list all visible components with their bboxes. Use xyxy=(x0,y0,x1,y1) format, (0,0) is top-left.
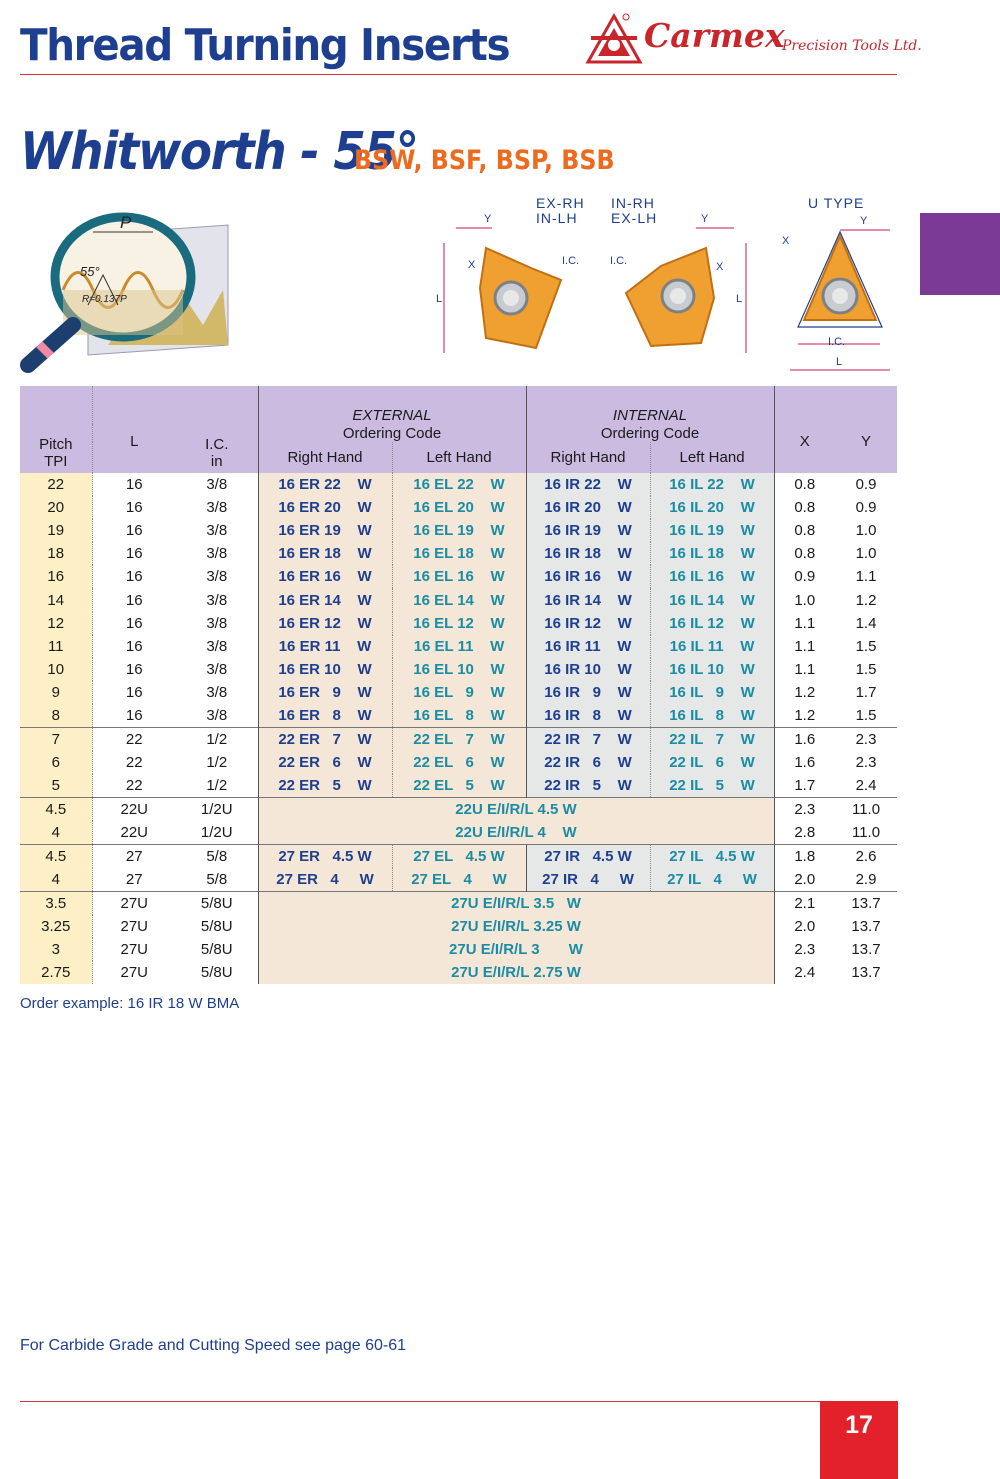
table-row xyxy=(20,588,897,611)
cell-x: 2.0 xyxy=(774,868,835,892)
cell-ext-right-hand: 16 ER 18 W xyxy=(258,542,392,565)
cell-x: 1.1 xyxy=(774,658,835,681)
cell-x: 0.8 xyxy=(774,519,835,542)
ext-dim-ic: I.C. xyxy=(562,255,580,267)
header-rule xyxy=(20,74,897,75)
cell-ext-right-hand: 16 ER 20 W xyxy=(258,496,392,519)
cell-x: 1.7 xyxy=(774,774,835,798)
cell-ic: 1/2 xyxy=(206,753,228,771)
angle-label: 55° xyxy=(80,264,100,279)
table-row xyxy=(20,821,897,845)
cell-int-left-hand: 16 IL 18 W xyxy=(650,542,774,565)
section-tab xyxy=(920,213,1000,295)
cell-y: 13.7 xyxy=(835,892,897,916)
cell-pitch: 18 xyxy=(20,542,92,565)
cell-ic: 3/8 xyxy=(206,614,228,632)
ext-dim-l: L xyxy=(436,293,443,305)
cell-ext-left-hand: 16 EL 14 W xyxy=(392,588,526,611)
cell-int-right-hand: 16 IR 14 W xyxy=(526,588,650,611)
cell-l: 27U xyxy=(92,961,176,984)
cell-int-left-hand: 16 IL 8 W xyxy=(650,704,774,728)
hdr-external: EXTERNAL xyxy=(258,386,526,424)
cell-ext-left-hand: 16 EL 12 W xyxy=(392,612,526,635)
cell-ic: 3/8 xyxy=(206,568,228,586)
cell-y: 13.7 xyxy=(851,941,881,959)
cell-int-right-hand: 16 IR 20 W xyxy=(526,496,650,519)
cell-ic: 5/8 xyxy=(176,845,258,869)
cell-ext-left-hand: 16 EL 9 W xyxy=(392,681,526,704)
cell-int-right-hand: 16 IR 10 W xyxy=(526,658,650,681)
table-row xyxy=(20,798,897,822)
cell-l: 22U xyxy=(92,821,176,845)
cell-pitch: 4.5 xyxy=(20,845,92,869)
cell-int-left-hand: 16 IL 19 W xyxy=(650,519,774,542)
cell-y: 2.3 xyxy=(835,727,897,751)
table-body xyxy=(20,473,897,984)
cell-y: 1.0 xyxy=(855,545,877,563)
internal-insert-drawing xyxy=(606,213,756,358)
cell-x: 1.6 xyxy=(774,751,835,774)
hdr-ext-right-hand: Right Hand xyxy=(258,442,392,473)
cell-ext-left-hand: 16 EL 22 W xyxy=(392,473,526,496)
cell-int-left-hand: 16 IL 9 W xyxy=(650,681,774,704)
ext-insert-title-2: IN-LH xyxy=(536,210,578,226)
table-header xyxy=(20,386,897,473)
cell-ic: 3/8 xyxy=(206,637,228,655)
cell-pitch: 10 xyxy=(20,658,92,681)
cell-l: 16 xyxy=(92,519,176,542)
cell-l: 16 xyxy=(92,565,176,588)
cell-int-left-hand: 16 IL 10 W xyxy=(650,658,774,681)
cell-int-right-hand: 22 IR 6 W xyxy=(526,751,650,774)
table-row xyxy=(20,915,897,938)
page-title: Thread Turning Inserts xyxy=(20,20,510,71)
cell-pitch: 19 xyxy=(20,519,92,542)
cell-l: 22U xyxy=(92,798,176,822)
cell-l: 22 xyxy=(92,727,176,751)
cell-l: 16 xyxy=(92,542,176,565)
hdr-ext-ordering-code: Ordering Code xyxy=(258,424,526,442)
cell-ic: 5/8U xyxy=(200,918,233,936)
hdr-l: L xyxy=(92,386,176,473)
table-row xyxy=(20,635,897,658)
cell-int-right-hand: 16 IR 9 W xyxy=(526,681,650,704)
section-title: Whitworth - 55° xyxy=(20,122,418,182)
cell-l: 22 xyxy=(92,774,176,798)
cell-u-ordering-code: 27U E/I/R/L 3.25 W xyxy=(258,915,774,938)
cell-int-right-hand: 27 IR 4 W xyxy=(526,868,650,892)
cell-int-right-hand: 16 IR 19 W xyxy=(526,519,650,542)
table-row xyxy=(20,565,897,588)
footer-rule xyxy=(20,1401,820,1402)
cell-l: 16 xyxy=(92,704,176,728)
cell-ic: 5/8U xyxy=(200,964,233,982)
cell-x: 0.9 xyxy=(774,565,835,588)
cell-pitch: 4 xyxy=(20,868,92,892)
cell-l: 16 xyxy=(92,496,176,519)
table-row xyxy=(20,681,897,704)
cell-l: 22 xyxy=(92,751,176,774)
cell-u-ordering-code: 27U E/I/R/L 2.75 W xyxy=(258,961,774,984)
cell-int-left-hand: 22 IL 7 W xyxy=(650,727,774,751)
ext-insert-title-1: EX-RH xyxy=(536,195,585,211)
cell-x: 0.8 xyxy=(774,496,835,519)
cell-x: 2.8 xyxy=(774,821,835,845)
hdr-y: Y xyxy=(835,386,897,473)
cell-ic: 5/8U xyxy=(200,941,233,959)
hdr-internal: INTERNAL xyxy=(526,386,774,424)
table-row xyxy=(20,938,897,961)
cell-u-ordering-code: 22U E/I/R/L 4 W xyxy=(258,821,774,845)
cell-l: 27U xyxy=(92,892,176,916)
table-row xyxy=(20,727,897,751)
cell-ext-left-hand: 16 EL 16 W xyxy=(392,565,526,588)
cell-y: 2.6 xyxy=(835,845,897,869)
u-dim-ic: I.C. xyxy=(828,336,846,348)
cell-pitch: 8 xyxy=(20,704,92,728)
cell-x: 1.0 xyxy=(774,588,835,611)
footer-note: For Carbide Grade and Cutting Speed see page 60-61 xyxy=(20,1337,407,1354)
cell-pitch: 6 xyxy=(20,751,92,774)
cell-int-right-hand: 16 IR 16 W xyxy=(526,565,650,588)
cell-int-left-hand: 27 IL 4 W xyxy=(650,868,774,892)
table-row xyxy=(20,612,897,635)
cell-int-left-hand: 16 IL 22 W xyxy=(650,473,774,496)
cell-pitch: 3.5 xyxy=(20,892,92,916)
cell-x: 2.0 xyxy=(774,915,835,938)
hdr-int-ordering-code: Ordering Code xyxy=(526,424,774,442)
cell-l: 27U xyxy=(92,915,176,938)
hdr-x: X xyxy=(774,386,835,473)
cell-x: 2.3 xyxy=(774,798,835,822)
table-row xyxy=(20,542,897,565)
ext-dim-x: X xyxy=(468,259,476,271)
cell-ext-left-hand: 16 EL 10 W xyxy=(392,658,526,681)
hdr-ext-left-hand: Left Hand xyxy=(392,442,526,473)
cell-ext-left-hand: 16 EL 18 W xyxy=(392,542,526,565)
hdr-tpi: TPI xyxy=(44,453,68,470)
cell-x: 1.2 xyxy=(774,681,835,704)
carmex-emblem-icon xyxy=(586,12,642,68)
cell-pitch: 16 xyxy=(20,565,92,588)
cell-x: 1.8 xyxy=(774,845,835,869)
cell-ext-left-hand: 22 EL 6 W xyxy=(392,751,526,774)
cell-x: 1.2 xyxy=(774,704,835,728)
cell-int-left-hand: 16 IL 20 W xyxy=(650,496,774,519)
table-row xyxy=(20,473,897,496)
cell-y: 1.5 xyxy=(855,660,877,678)
cell-ext-left-hand: 22 EL 7 W xyxy=(392,727,526,751)
cell-y: 1.0 xyxy=(855,522,877,540)
u-type-title: U TYPE xyxy=(808,195,865,211)
cell-l: 16 xyxy=(92,612,176,635)
order-example: Order example: 16 IR 18 W BMA xyxy=(20,995,240,1012)
cell-pitch: 5 xyxy=(20,774,92,798)
cell-int-right-hand: 16 IR 22 W xyxy=(526,473,650,496)
cell-ext-left-hand: 27 EL 4.5 W xyxy=(392,845,526,869)
cell-ext-right-hand: 27 ER 4 W xyxy=(258,868,392,892)
table-row xyxy=(20,751,897,774)
cell-pitch: 9 xyxy=(20,681,92,704)
cell-ext-left-hand: 16 EL 20 W xyxy=(392,496,526,519)
cell-ext-right-hand: 16 ER 22 W xyxy=(258,473,392,496)
cell-int-right-hand: 22 IR 7 W xyxy=(526,727,650,751)
table-row xyxy=(20,704,897,728)
cell-x: 0.8 xyxy=(774,542,835,565)
u-type-insert-drawing xyxy=(780,212,900,372)
cell-int-right-hand: 16 IR 12 W xyxy=(526,612,650,635)
hdr-int-right-hand: Right Hand xyxy=(526,442,650,473)
cell-ext-left-hand: 16 EL 19 W xyxy=(392,519,526,542)
cell-ext-right-hand: 16 ER 9 W xyxy=(258,681,392,704)
cell-l: 16 xyxy=(92,658,176,681)
carmex-logo xyxy=(582,10,922,70)
cell-ic: 3/8 xyxy=(206,499,228,517)
cell-l: 27 xyxy=(92,845,176,869)
cell-ic: 3/8 xyxy=(206,545,228,563)
hdr-int-left-hand: Left Hand xyxy=(650,442,774,473)
cell-ext-right-hand: 22 ER 5 W xyxy=(258,774,392,798)
cell-int-right-hand: 27 IR 4.5 W xyxy=(526,845,650,869)
cell-y: 1.2 xyxy=(855,591,877,609)
cell-y: 11.0 xyxy=(851,824,881,842)
u-dim-x: X xyxy=(782,235,790,247)
hdr-in: in xyxy=(210,453,223,470)
cell-pitch: 20 xyxy=(20,496,92,519)
cell-int-left-hand: 27 IL 4.5 W xyxy=(650,845,774,869)
cell-ext-left-hand: 16 EL 11 W xyxy=(392,635,526,658)
cell-pitch: 12 xyxy=(20,612,92,635)
hdr-pitch: Pitch xyxy=(39,436,73,453)
cell-int-right-hand: 22 IR 5 W xyxy=(526,774,650,798)
hdr-ic: I.C. xyxy=(205,436,229,453)
cell-ext-right-hand: 16 ER 10 W xyxy=(258,658,392,681)
int-insert-title-1: IN-RH xyxy=(611,195,655,211)
logo-name: Carmex xyxy=(644,16,785,55)
cell-ic: 3/8 xyxy=(206,476,228,494)
u-dim-l: L xyxy=(836,356,843,368)
pitch-label: P xyxy=(120,213,132,232)
cell-ic: 1/2 xyxy=(206,777,228,795)
cell-ext-left-hand: 27 EL 4 W xyxy=(392,868,526,892)
cell-ext-right-hand: 27 ER 4.5 W xyxy=(258,845,392,869)
int-dim-l: L xyxy=(736,293,743,305)
cell-y: 0.9 xyxy=(855,476,877,494)
cell-ic: 3/8 xyxy=(206,706,228,724)
cell-int-right-hand: 16 IR 8 W xyxy=(526,704,650,728)
cell-u-ordering-code: 22U E/I/R/L 4.5 W xyxy=(258,798,774,822)
cell-ext-right-hand: 16 ER 11 W xyxy=(258,635,392,658)
cell-ic: 3/8 xyxy=(206,522,228,540)
cell-u-ordering-code: 27U E/I/R/L 3 W xyxy=(258,938,774,961)
radius-label: R=0.137P xyxy=(82,294,127,305)
cell-ext-left-hand: 16 EL 8 W xyxy=(392,704,526,728)
int-insert-title-2: EX-LH xyxy=(611,210,658,226)
cell-ic: 3/8 xyxy=(206,683,228,701)
table-row xyxy=(20,658,897,681)
cell-int-left-hand: 16 IL 11 W xyxy=(650,635,774,658)
cell-x: 2.4 xyxy=(774,961,835,984)
cell-pitch: 2.75 xyxy=(20,961,92,984)
insert-spec-table xyxy=(20,386,897,984)
cell-y: 1.7 xyxy=(855,683,877,701)
logo-subtitle: Precision Tools Ltd. xyxy=(782,38,922,54)
cell-pitch: 3 xyxy=(20,938,92,961)
cell-ext-right-hand: 16 ER 19 W xyxy=(258,519,392,542)
ext-dim-y: Y xyxy=(484,213,492,225)
cell-y: 1.5 xyxy=(855,706,877,724)
cell-int-right-hand: 16 IR 11 W xyxy=(526,635,650,658)
cell-ic: 3/8 xyxy=(206,660,228,678)
cell-ext-right-hand: 22 ER 6 W xyxy=(258,751,392,774)
cell-x: 1.1 xyxy=(774,635,835,658)
cell-y: 1.1 xyxy=(855,568,877,586)
cell-l: 16 xyxy=(92,681,176,704)
table-row xyxy=(20,868,897,892)
cell-ic: 1/2 xyxy=(176,727,258,751)
cell-ext-right-hand: 16 ER 14 W xyxy=(258,588,392,611)
cell-l: 16 xyxy=(92,588,176,611)
cell-pitch: 3.25 xyxy=(20,915,92,938)
cell-int-left-hand: 16 IL 12 W xyxy=(650,612,774,635)
table-row xyxy=(20,496,897,519)
cell-ic: 5/8 xyxy=(206,871,228,889)
cell-y: 0.9 xyxy=(855,499,877,517)
cell-pitch: 4.5 xyxy=(20,798,92,822)
cell-pitch: 7 xyxy=(20,727,92,751)
cell-x: 1.6 xyxy=(774,727,835,751)
cell-y: 13.7 xyxy=(851,964,881,982)
table-row xyxy=(20,774,897,798)
cell-int-left-hand: 22 IL 6 W xyxy=(650,751,774,774)
cell-x: 1.1 xyxy=(774,612,835,635)
cell-pitch: 22 xyxy=(20,473,92,496)
thread-profile-illustration xyxy=(18,195,238,370)
int-dim-ic: I.C. xyxy=(610,255,628,267)
page-number: 17 xyxy=(820,1401,898,1479)
cell-pitch: 14 xyxy=(20,588,92,611)
u-dim-y: Y xyxy=(860,215,868,227)
cell-pitch: 4 xyxy=(20,821,92,845)
cell-y: 1.5 xyxy=(855,637,877,655)
int-dim-x: X xyxy=(716,261,724,273)
cell-int-left-hand: 16 IL 16 W xyxy=(650,565,774,588)
table-row xyxy=(20,892,897,916)
cell-int-left-hand: 22 IL 5 W xyxy=(650,774,774,798)
cell-y: 1.4 xyxy=(855,614,877,632)
cell-y: 2.3 xyxy=(855,753,877,771)
thread-standards: BSW, BSF, BSP, BSB xyxy=(354,145,615,176)
cell-ext-left-hand: 22 EL 5 W xyxy=(392,774,526,798)
cell-int-right-hand: 16 IR 18 W xyxy=(526,542,650,565)
cell-int-left-hand: 16 IL 14 W xyxy=(650,588,774,611)
cell-l: 16 xyxy=(92,635,176,658)
cell-y: 13.7 xyxy=(851,918,881,936)
cell-l: 27U xyxy=(92,938,176,961)
cell-x: 2.3 xyxy=(774,938,835,961)
cell-x: 2.1 xyxy=(774,892,835,916)
cell-y: 2.4 xyxy=(855,777,877,795)
cell-y: 2.9 xyxy=(855,871,877,889)
table-row xyxy=(20,519,897,542)
table-row xyxy=(20,961,897,984)
cell-u-ordering-code: 27U E/I/R/L 3.5 W xyxy=(258,892,774,916)
int-dim-y: Y xyxy=(701,213,709,225)
cell-l: 16 xyxy=(92,473,176,496)
cell-ext-right-hand: 22 ER 7 W xyxy=(258,727,392,751)
table-row xyxy=(20,845,897,869)
cell-l: 27 xyxy=(92,868,176,892)
cell-x: 0.8 xyxy=(774,473,835,496)
cell-ext-right-hand: 16 ER 12 W xyxy=(258,612,392,635)
cell-ext-right-hand: 16 ER 16 W xyxy=(258,565,392,588)
cell-y: 11.0 xyxy=(835,798,897,822)
cell-pitch: 11 xyxy=(20,635,92,658)
cell-ic: 5/8U xyxy=(176,892,258,916)
cell-ic: 1/2U xyxy=(200,824,233,842)
cell-ic: 3/8 xyxy=(206,591,228,609)
cell-ext-right-hand: 16 ER 8 W xyxy=(258,704,392,728)
cell-ic: 1/2U xyxy=(176,798,258,822)
